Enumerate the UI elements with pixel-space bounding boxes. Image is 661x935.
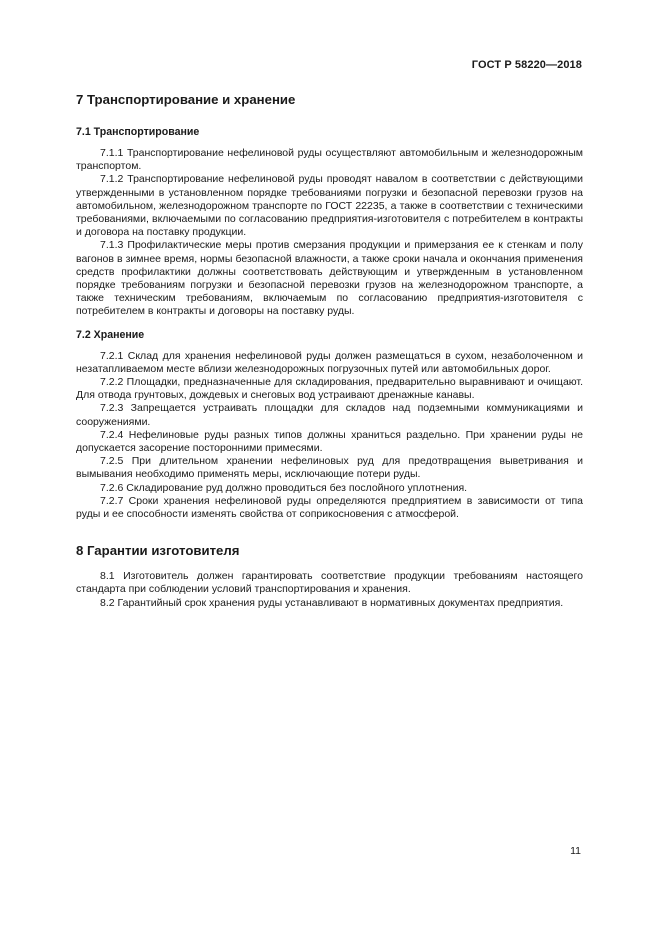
paragraph-7-2-2: 7.2.2 Площадки, предназначенные для складирования, предварительно выравнивают и очищают. Для отвода грунтовых, дождевых и снеговых вод устраивают дренажные канавы. [76, 376, 583, 402]
section-8-title: 8 Гарантии изготовителя [76, 543, 240, 559]
paragraph-7-2-6: 7.2.6 Складирование руд должно проводиться без послойного уплотнения. [100, 481, 468, 494]
paragraph-7-2-5: 7.2.5 При длительном хранении нефелиновых руд для предотвращения выветривания и вымывания необходимо применять меры, исключающие потери руды. [76, 455, 583, 481]
paragraph-8-1: 8.1 Изготовитель должен гарантировать соответствие продукции требованиям настоящего стандарта при соблюдении условий транспортирования и хранения. [76, 570, 583, 596]
subsection-7-2-body [76, 350, 583, 522]
paragraph-8-2: 8.2 Гарантийный срок хранения руды устанавливают в нормативных документах предприятия. [100, 596, 564, 609]
section-7-title: 7 Транспортирование и хранение [76, 92, 296, 107]
paragraph-7-2-4: 7.2.4 Нефелиновые руды разных типов должны храниться раздельно. При хранении руды не допускается засорение посторонними примесями. [76, 428, 583, 455]
subsection-7-1-title: 7.1 Транспортирование [76, 126, 200, 138]
paragraph-7-2-3: 7.2.3 Запрещается устраивать площадки для складов над подземными коммуникациями и сооружениями. [76, 402, 583, 428]
paragraph-7-1-2: 7.1.2 Транспортирование нефелиновой руды проводят навалом в соответствии с действующими утвержденными в установленном порядке требованиями погрузки и безопасной перевозки грузов на автомобильном, железнодорожном транспорте по ГОСТ 22235, а также в соответствии с техническими требованиями, включаемыми по согласованию предприятия-изготовителя с потребителем в контракты и договора на поставку продукции. [76, 173, 583, 239]
paragraph-7-1-1: 7.1.1 Транспортирование нефелиновой руды осуществляют автомобильным и железнодорожным транспортом. [76, 147, 583, 173]
page-content [76, 92, 583, 610]
page-number: 11 [570, 845, 581, 857]
paragraph-7-1-3: 7.1.3 Профилактические меры против смерзания продукции и примерзания ее к стенкам и полу вагонов в зимнее время, нормы безопасной влажности, а также сроки начала и окончания применения средств профилактики должны соответствовать действующим и утвержденным в установленном порядке требованиям погрузки и безопасной перевозки грузов на железнодорожном транспорте, а также техническим требованиям, включаемым по согласованию предприятия-изготовителя с потребителем в контракты и договоры на поставку руды. [76, 239, 583, 318]
section-8 [76, 543, 583, 610]
subsection-7-2-title: 7.2 Хранение [76, 328, 145, 341]
subsection-7-1-body [76, 147, 583, 319]
paragraph-7-2-1: 7.2.1 Склад для хранения нефелиновой руды должен размещаться в сухом, незаболоченном и незатапливаемом месте вблизи железнодорожных погрузочных путей или автомобильных дорог. [76, 349, 583, 375]
paragraph-7-2-7: 7.2.7 Сроки хранения нефелиновой руды определяются предприятием в зависимости от типа руды и ее способности изменять свойства от соприкосновения с атмосферой. [76, 494, 583, 521]
standard-code: ГОСТ Р 58220—2018 [471, 59, 582, 71]
